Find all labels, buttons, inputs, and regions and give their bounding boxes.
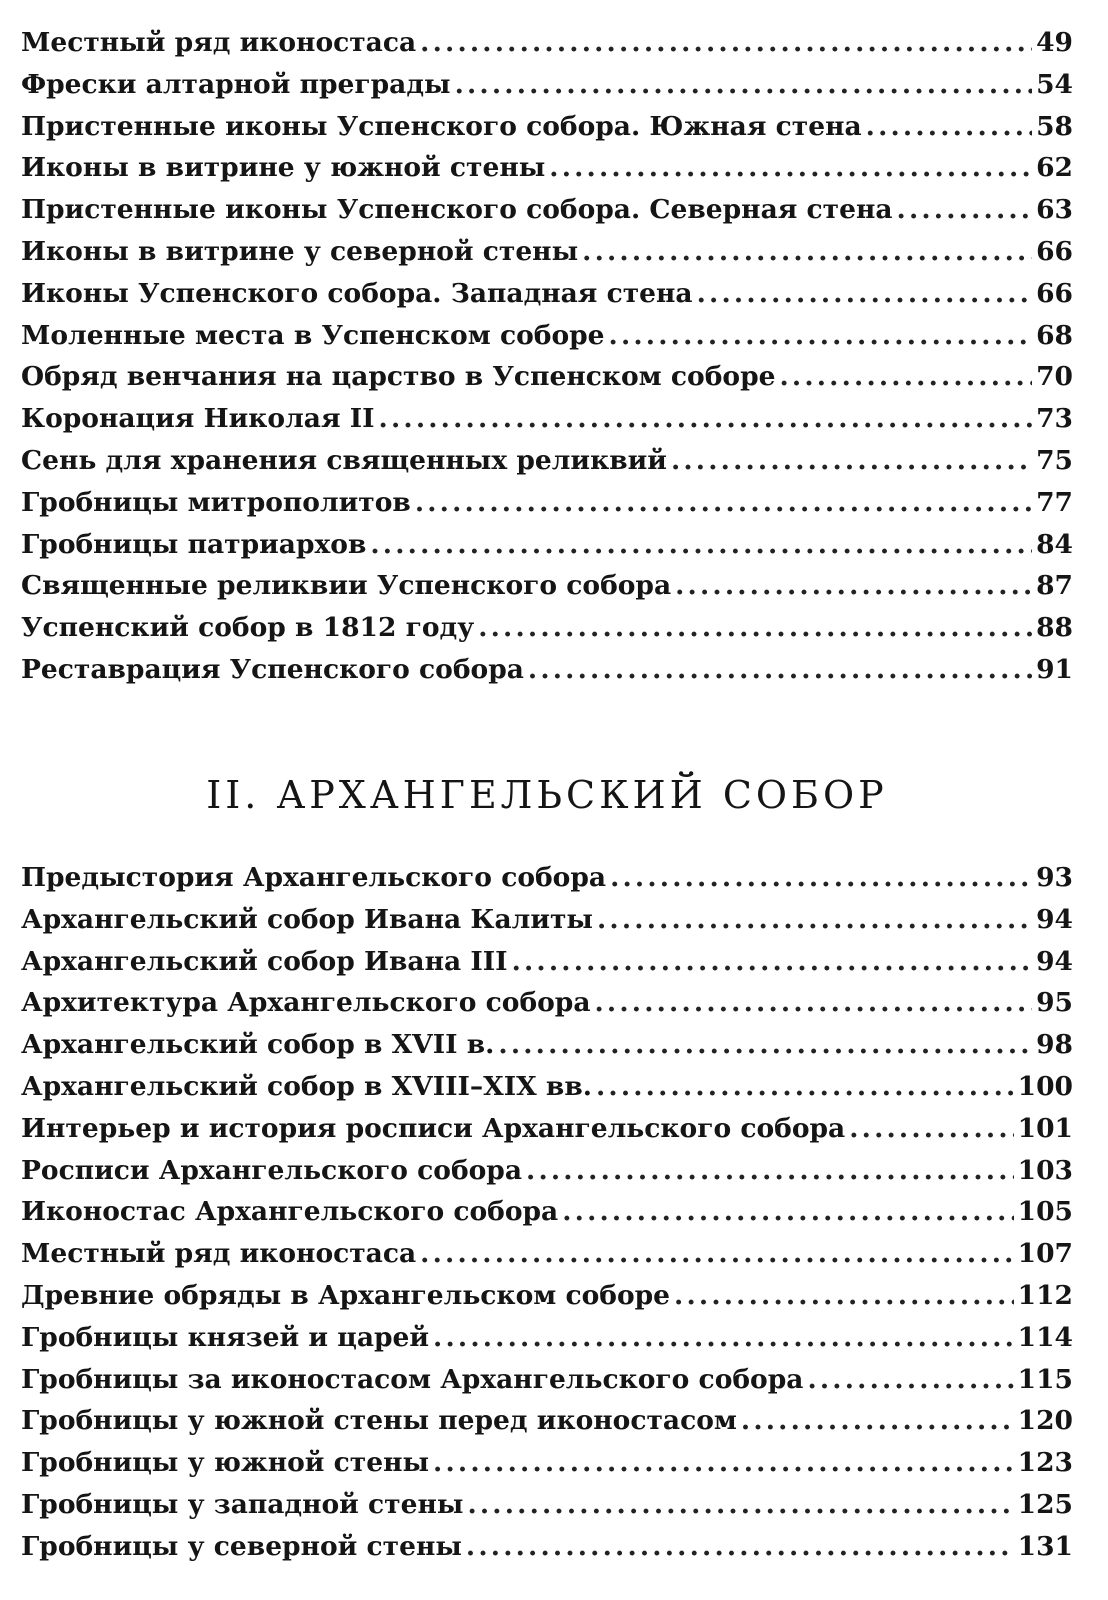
toc-entry-title: Предыстория Архангельского собора (21, 862, 607, 893)
toc-entry-page-number: 66 (1036, 235, 1073, 267)
toc-entry[interactable] (21, 857, 1073, 899)
dot-leader (675, 565, 1032, 607)
toc-entry[interactable] (21, 1275, 1073, 1317)
toc-entry[interactable] (21, 22, 1073, 64)
dot-leader (415, 482, 1032, 524)
toc-entry-page-number: 66 (1036, 277, 1073, 309)
toc-entry-page-number: 120 (1017, 1405, 1073, 1437)
dot-leader (478, 607, 1032, 649)
dot-leader (370, 524, 1032, 566)
toc-entry-title: Гробницы у северной стены (21, 1530, 462, 1562)
dot-leader (807, 1359, 1013, 1401)
dot-leader (420, 22, 1032, 64)
toc-entry-title: Иконы в витрине у северной стены (21, 235, 579, 267)
toc-entry-title: Реставрация Успенского собора (21, 653, 524, 685)
dot-leader (526, 1150, 1014, 1192)
dot-leader (379, 398, 1033, 440)
toc-entry-page-number: 125 (1017, 1488, 1073, 1520)
toc-entry-title: Гробницы патриархов (21, 528, 367, 560)
toc-entry[interactable] (21, 440, 1073, 482)
toc-entry-page-number: 58 (1036, 110, 1073, 142)
toc-entry-page-number: 87 (1036, 570, 1073, 602)
toc-entry-page-number: 95 (1036, 987, 1073, 1019)
toc-entry-page-number: 91 (1036, 653, 1073, 685)
toc-entry[interactable] (21, 398, 1073, 440)
toc-entry-page-number: 112 (1017, 1279, 1073, 1311)
dot-leader (528, 649, 1032, 691)
toc-entry[interactable] (21, 315, 1073, 357)
toc-entry-title: Гробницы у южной стены (21, 1447, 430, 1479)
dot-leader (433, 1317, 1014, 1359)
dot-leader (512, 941, 1033, 983)
section-heading-archangel-cathedral: II. АРХАНГЕЛЬСКИЙ СОБОР (206, 773, 888, 817)
toc-entry-title: Гробницы князей и царей (21, 1321, 430, 1353)
toc-entry-page-number: 101 (1017, 1112, 1073, 1144)
toc-entry-page-number: 62 (1036, 152, 1073, 184)
toc-entry-page-number: 63 (1036, 194, 1073, 226)
toc-entry-page-number: 73 (1036, 403, 1073, 435)
toc-entry-page-number: 103 (1017, 1154, 1073, 1186)
toc-entry-title: Пристенные иконы Успенского собора. Южная стена (21, 110, 862, 142)
toc-entry[interactable] (21, 273, 1073, 315)
toc-entry-page-number: 93 (1036, 862, 1073, 893)
toc-entry[interactable] (21, 982, 1073, 1024)
toc-entry-title: Архангельский собор в XVIII–XIX вв. (21, 1070, 592, 1102)
toc-entry-title: Архангельский собор Ивана Калиты (21, 903, 593, 935)
toc-entry-title: Архангельский собор Ивана III (21, 945, 508, 977)
toc-entry-page-number: 123 (1017, 1447, 1073, 1479)
toc-entry-page-number: 94 (1036, 903, 1073, 935)
toc-entry-page-number: 70 (1036, 361, 1073, 393)
toc-entry[interactable] (21, 607, 1073, 649)
toc-entry-title: Интерьер и история росписи Архангельского собора (21, 1112, 846, 1144)
toc-entry-page-number: 100 (1017, 1070, 1073, 1102)
toc-entry[interactable] (21, 941, 1073, 983)
dot-leader (498, 1024, 1032, 1066)
dot-leader (697, 273, 1033, 315)
toc-entry[interactable] (21, 1066, 1073, 1108)
toc-entry-page-number: 98 (1036, 1029, 1073, 1061)
dot-leader (549, 147, 1032, 189)
toc-entry-page-number: 49 (1036, 27, 1073, 58)
toc-entry-title: Гробницы у западной стены (21, 1488, 464, 1520)
toc-entry-title: Местный ряд иконостаса (21, 1238, 417, 1270)
toc-entry[interactable] (21, 1150, 1073, 1192)
dot-leader (466, 1526, 1014, 1568)
toc-entry[interactable] (21, 1191, 1073, 1233)
toc-entry-title: Иконы Успенского собора. Западная стена (21, 277, 693, 309)
dot-leader (610, 857, 1032, 899)
toc-entry-title: Коронация Николая II (21, 403, 375, 435)
toc-entry[interactable] (21, 1526, 1073, 1568)
toc-entry[interactable] (21, 1484, 1073, 1526)
toc-entry-title: Древние обряды в Архангельском соборе (21, 1279, 671, 1311)
toc-entry-page-number: 75 (1036, 444, 1073, 476)
toc-entry-page-number: 107 (1017, 1238, 1073, 1270)
toc-entry-title: Архангельский собор в XVII в. (21, 1029, 495, 1061)
toc-entry-title: Гробницы за иконостасом Архангельского собора (21, 1363, 804, 1395)
dot-leader (849, 1108, 1013, 1150)
toc-entry-title: Местный ряд иконостаса (21, 27, 417, 58)
toc-entry[interactable] (21, 1442, 1073, 1484)
toc-entry[interactable] (21, 106, 1073, 148)
toc-entry[interactable] (21, 147, 1073, 189)
toc-entry-page-number: 114 (1017, 1321, 1073, 1353)
dot-leader (467, 1484, 1013, 1526)
toc-entry[interactable] (21, 899, 1073, 941)
toc-entry-title: Обряд венчания на царство в Успенском соборе (21, 361, 776, 393)
toc-entry-title: Архитектура Архангельского собора (21, 987, 591, 1019)
toc-entry[interactable] (21, 649, 1073, 691)
toc-entry-page-number: 115 (1017, 1363, 1073, 1395)
dot-leader (897, 189, 1033, 231)
toc-entry-page-number: 105 (1017, 1196, 1073, 1228)
dot-leader (741, 1400, 1014, 1442)
toc-entry-title: Успенский собор в 1812 году (21, 612, 475, 644)
toc-entry-page-number: 131 (1017, 1530, 1073, 1562)
toc-entry[interactable] (21, 189, 1073, 231)
toc-entry[interactable] (21, 1233, 1073, 1275)
dot-leader (866, 106, 1032, 148)
toc-entry[interactable] (21, 1108, 1073, 1150)
dot-leader (562, 1191, 1013, 1233)
toc-entry-title: Священные реликвии Успенского собора (21, 570, 672, 602)
dot-leader (609, 315, 1033, 357)
toc-entry-title: Пристенные иконы Успенского собора. Северная стена (21, 194, 893, 226)
dot-leader (582, 231, 1032, 273)
toc-entry-title: Фрески алтарной преграды (21, 68, 451, 100)
dot-leader (433, 1442, 1014, 1484)
toc-section-assumption-cathedral (21, 22, 1073, 691)
toc-entry-page-number: 77 (1036, 486, 1073, 518)
toc-entry-title: Иконостас Архангельского собора (21, 1196, 559, 1228)
toc-entry[interactable] (21, 1359, 1073, 1401)
toc-entry[interactable] (21, 524, 1073, 566)
toc-entry-page-number: 68 (1036, 319, 1073, 351)
dot-leader (595, 982, 1033, 1024)
toc-entry-page-number: 84 (1036, 528, 1073, 560)
dot-leader (455, 64, 1033, 106)
toc-entry[interactable] (21, 64, 1073, 106)
toc-entry[interactable] (21, 482, 1073, 524)
toc-entry[interactable] (21, 231, 1073, 273)
toc-entry-title: Сень для хранения священных реликвий (21, 444, 667, 476)
toc-entry-page-number: 94 (1036, 945, 1073, 977)
toc-entry[interactable] (21, 1024, 1073, 1066)
toc-entry-page-number: 88 (1036, 612, 1073, 644)
dot-leader (671, 440, 1032, 482)
toc-entry-title: Росписи Архангельского собора (21, 1154, 523, 1186)
dot-leader (779, 356, 1032, 398)
toc-entry-title: Гробницы митрополитов (21, 486, 411, 518)
toc-section-archangel-cathedral (21, 857, 1073, 1568)
toc-entry-title: Иконы в витрине у южной стены (21, 152, 546, 184)
toc-entry-page-number: 54 (1036, 68, 1073, 100)
toc-entry[interactable] (21, 565, 1073, 607)
toc-entry-title: Моленные места в Успенском соборе (21, 319, 605, 351)
dot-leader (420, 1233, 1014, 1275)
dot-leader (674, 1275, 1014, 1317)
toc-entry[interactable] (21, 1400, 1073, 1442)
dot-leader (596, 1066, 1014, 1108)
toc-entry-title: Гробницы у южной стены перед иконостасом (21, 1405, 737, 1437)
dot-leader (597, 899, 1032, 941)
toc-entry[interactable] (21, 1317, 1073, 1359)
toc-entry[interactable] (21, 356, 1073, 398)
